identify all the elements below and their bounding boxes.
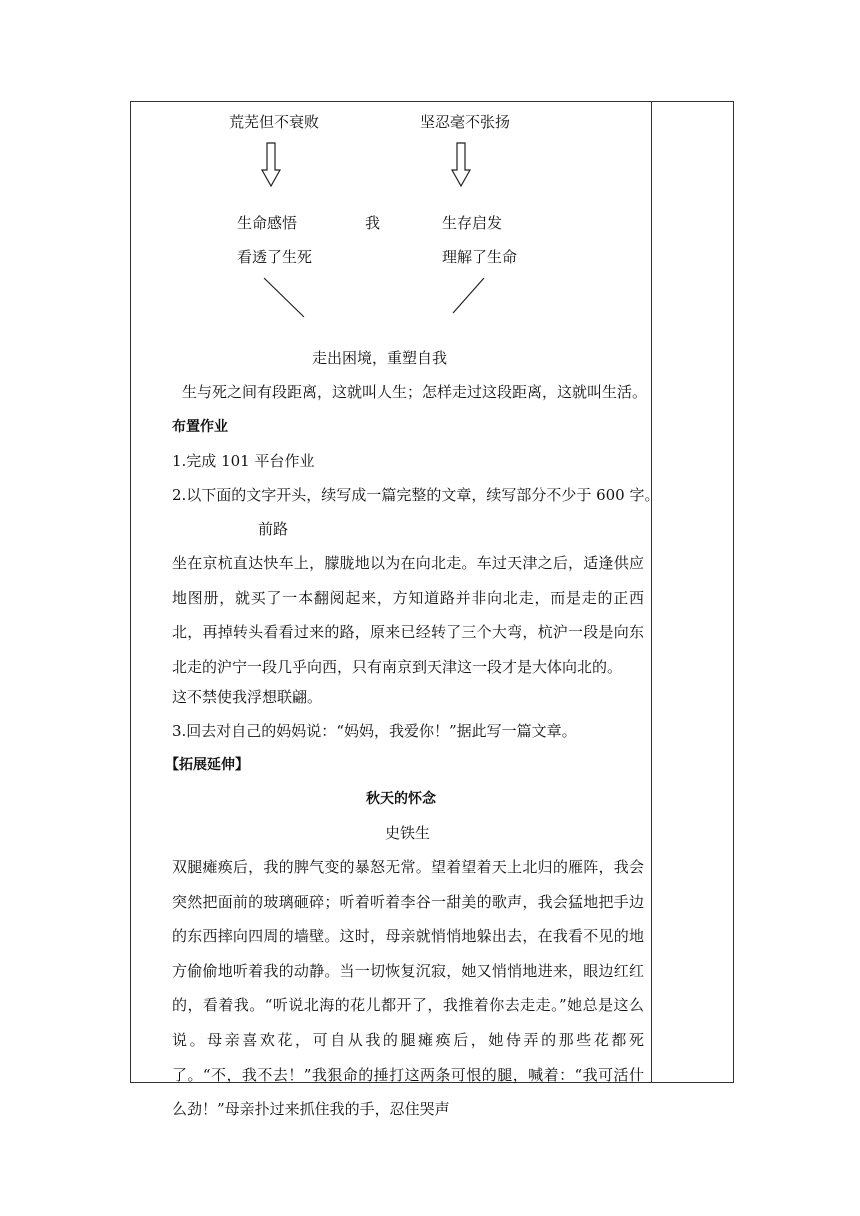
diagram-low-right: 理解了生命	[442, 248, 518, 266]
down-arrow-icon	[262, 143, 280, 186]
diagram-low-left: 看透了生死	[237, 248, 313, 266]
down-arrow-icon	[452, 143, 470, 186]
essay-title: 秋天的怀念	[366, 791, 436, 807]
passage-end: 这不禁使我浮想联翩。	[172, 688, 323, 706]
diagram-bottom: 走出困境，重塑自我	[312, 349, 448, 367]
diagram-top-right: 坚忍毫不张扬	[420, 113, 511, 131]
diagram-mid-left: 生命感悟	[237, 214, 298, 232]
passage-text: 坐在京杭直达快车上，朦胧地以为在向北走。车过天津之后，适逢供应地图册，就买了一本翻阅起来，方知道路并非向北走，而是走的正西北，再掉转头看看过来的路，原来已经转了三个大弯，杭沪一段是向东北走的沪宁一段几乎向西，只有南京到天津这一段才是大体向北的。	[172, 554, 644, 676]
homework-item-3: 3.回去对自己的妈妈说：“妈妈，我爱你！”据此写一篇文章。	[172, 722, 577, 740]
homework-item-1: 1.完成 101 平台作业	[172, 452, 315, 470]
homework-heading: 布置作业	[172, 419, 228, 435]
essay-text: 双腿瘫痪后，我的脾气变的暴怒无常。望着望着天上北归的雁阵，我会突然把面前的玻璃砸碎；听着听着李谷一甜美的歌声，我会猛地把手边的东西摔向四周的墙壁。这时，母亲就悄悄地躲出去，在我看不见的地方偷偷地听着我的动静。当一切恢复沉寂，她又悄悄地进来，眼边红红的，看着我。“听说北海的花儿都开了，我推着你去走走。”她总是这么说。母亲喜欢花，可自从我的腿瘫痪后，她侍弄的那些花都死了。“不，我不去！”我狠命的捶打这两条可恨的腿，喊着：“我可活什么劲！”母亲扑过来抓住我的手，忍住哭声	[172, 858, 644, 1119]
extension-heading: 【拓展延伸】	[165, 757, 249, 773]
homework-item-2: 2.以下面的文字开头，续写成一篇完整的文章，续写部分不少于 600 字。	[172, 486, 660, 504]
converge-line-left	[264, 278, 304, 317]
passage-title: 前路	[258, 520, 289, 538]
diagram-top-left: 荒芜但不衰败	[229, 113, 320, 131]
diagram-center: 我	[365, 214, 381, 232]
diagram-mid-right: 生存启发	[442, 214, 503, 232]
summary-text: 生与死之间有段距离，这就叫人生；怎样走过这段距离，这就叫生活。	[182, 383, 648, 401]
essay-author: 史铁生	[385, 824, 431, 842]
converge-line-right	[453, 278, 484, 313]
